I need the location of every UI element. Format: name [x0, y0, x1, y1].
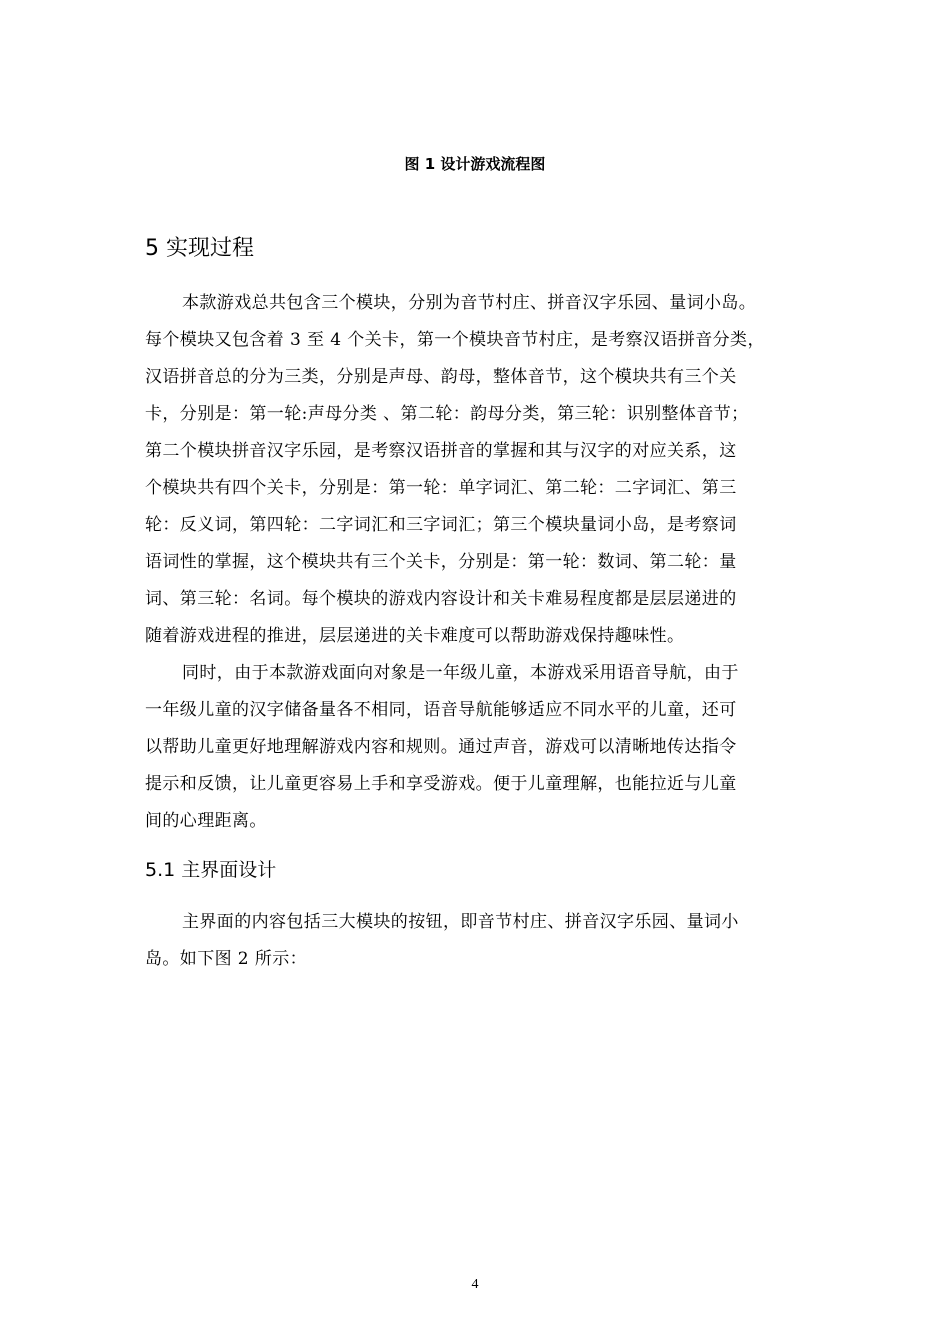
paragraph-line: 卡，分别是：第一轮:声母分类 、第二轮：韵母分类，第三轮：识别整体音节； — [145, 404, 749, 424]
section-paragraph-1 — [145, 285, 805, 655]
paragraph-line: 轮：反义词，第四轮：二字词汇和三字词汇；第三个模块量词小岛，是考察词 — [145, 515, 737, 535]
paragraph-line: 第二个模块拼音汉字乐园，是考察汉语拼音的掌握和其与汉字的对应关系，这 — [145, 441, 737, 461]
paragraph-line: 一年级儿童的汉字储备量各不相同，语音导航能够适应不同水平的儿童，还可 — [145, 700, 737, 720]
subsection-paragraph — [145, 904, 805, 978]
section-paragraph-2 — [145, 655, 805, 840]
page-number: 4 — [471, 1277, 479, 1292]
paragraph-line: 本款游戏总共包含三个模块，分别为音节村庄、拼音汉字乐园、量词小岛。 — [182, 293, 757, 313]
figure-caption: 图 1 设计游戏流程图 — [404, 155, 546, 173]
paragraph-line: 同时，由于本款游戏面向对象是一年级儿童，本游戏采用语音导航，由于 — [182, 663, 739, 683]
paragraph-line: 语词性的掌握，这个模块共有三个关卡，分别是：第一轮：数词、第二轮：量 — [145, 552, 737, 572]
section-heading: 5 实现过程 — [145, 236, 254, 261]
paragraph-line: 汉语拼音总的分为三类，分别是声母、韵母，整体音节，这个模块共有三个关 — [145, 367, 737, 387]
subsection-heading: 5.1 主界面设计 — [145, 859, 277, 881]
paragraph-line: 提示和反馈，让儿童更容易上手和享受游戏。便于儿童理解，也能拉近与儿童 — [145, 774, 737, 794]
paragraph-line: 主界面的内容包括三大模块的按钮，即音节村庄、拼音汉字乐园、量词小 — [182, 912, 739, 932]
paragraph-line: 间的心理距离。 — [145, 811, 267, 831]
paragraph-line: 以帮助儿童更好地理解游戏内容和规则。通过声音，游戏可以清晰地传达指令 — [145, 737, 737, 757]
paragraph-line: 随着游戏进程的推进，层层递进的关卡难度可以帮助游戏保持趣味性。 — [145, 626, 685, 646]
paragraph-line: 个模块共有四个关卡，分别是：第一轮：单字词汇、第二轮：二字词汇、第三 — [145, 478, 737, 498]
paragraph-line: 词、第三轮：名词。每个模块的游戏内容设计和关卡难易程度都是层层递进的 — [145, 589, 737, 609]
paragraph-line: 岛。如下图 2 所示： — [145, 949, 308, 969]
paragraph-line: 每个模块又包含着 3 至 4 个关卡，第一个模块音节村庄，是考察汉语拼音分类， — [145, 330, 765, 350]
